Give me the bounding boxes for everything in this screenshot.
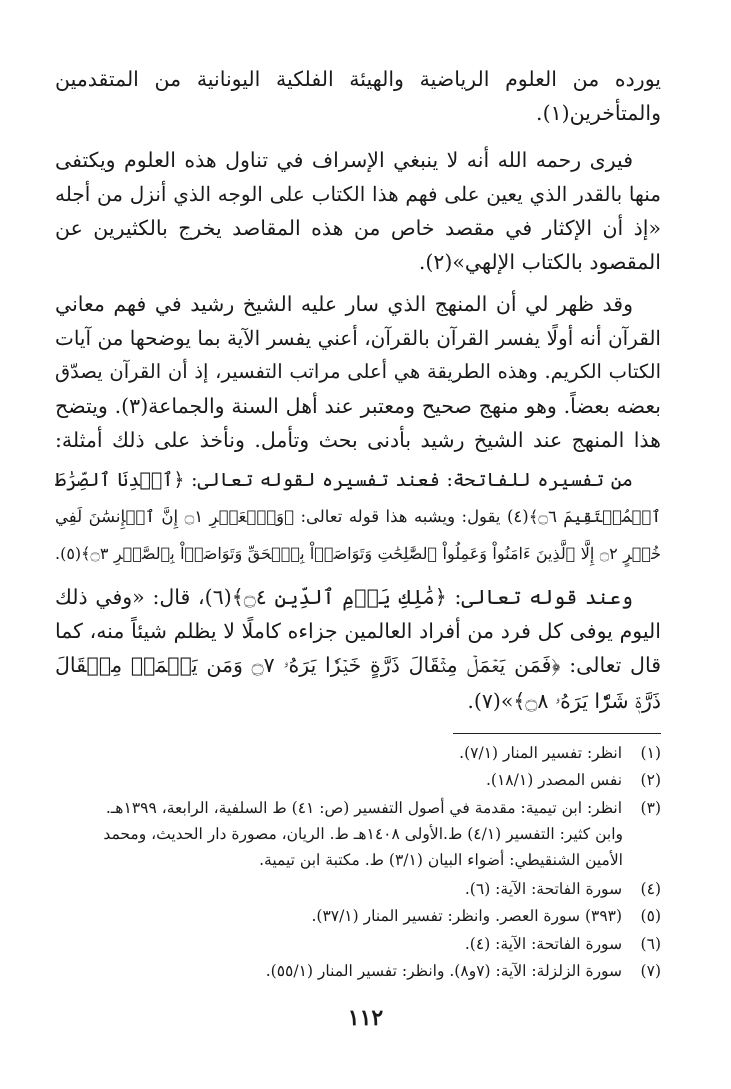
footnote-number: (٦)	[640, 935, 661, 953]
body-line: ٱلۡمُسۡتَقِيمَ ۝٦﴾(٤) يقول: ويشبه هذا قوله تعالى: ﴿وَٱلۡعَصۡرِ ۝١ إِنَّ ٱلۡإِنسَٰنَ لَفِي	[55, 507, 662, 526]
footnote-number: (١)	[640, 744, 661, 762]
footnote-text: سورة الفاتحة: الآية: (٦).	[464, 880, 623, 898]
footnote-continuation	[55, 847, 623, 873]
footnote	[55, 931, 661, 957]
body-line: ذَرَّةٖ شَرّٗا يَرَهُۥ ۝٨﴾»(٧).	[467, 689, 661, 713]
footnote-number: (٢)	[640, 771, 661, 789]
footnote-text: انظر: ابن تيمية: مقدمة في أصول التفسير (ص: ٤١) ط السلفية، الرابعة، ١٣٩٩هـ.	[105, 799, 623, 817]
footnote	[55, 903, 661, 929]
body-line: فيرى رحمه الله أنه لا ينبغي الإسراف في تناول هذه العلوم ويكتفى	[55, 148, 633, 172]
footnote-text: نفس المصدر (١٨/١).	[486, 771, 623, 789]
body-line: بعضه بعضاً. وهو منهج صحيح ومعتبر عند أهل السنة والجماعة(٣). ويتضح	[55, 394, 661, 418]
footnote	[55, 767, 661, 793]
body-line: قال تعالى: ﴿فَمَن يَعۡمَلۡ مِثۡقَالَ ذَرَّةٍ خَيۡرٗا يَرَهُۥ ۝٧ وَمَن يَعۡمَلۡ مِثۡقَالَ	[55, 653, 661, 677]
body-line: القرآن أنه أولًا يفسر القرآن بالقرآن، أعني يفسر الآية بما يوضحها من آيات	[55, 326, 661, 350]
footnote	[55, 876, 661, 902]
page-number: ١١٢	[347, 1005, 384, 1031]
footnote-text: سورة الزلزلة: الآية: (٧و٨). وانظر: تفسير المنار (٥٥/١).	[265, 962, 623, 980]
body-line: المقصود بالكتاب الإلهي»(٢).	[418, 250, 661, 274]
footnote	[55, 958, 661, 984]
footnote-divider	[453, 733, 661, 734]
footnote-number: (٤)	[640, 880, 661, 898]
body-line: الكتاب الكريم. وهذه الطريقة هي أعلى مراتب التفسير، إذ أن القرآن يصدّق	[55, 360, 661, 383]
body-line: وعند قوله تعالى: ﴿مَٰلِكِ يَوۡمِ ٱلدِّينِ ۝٤﴾(٦)، قال: «وفي ذلك	[55, 585, 634, 609]
footnote-text: وابن كثير: التفسير (٤/١) ط.الأولى ١٤٠٨هـ ط. الريان، مصورة دار الحديث، ومحمد	[103, 825, 623, 843]
footnote-text: انظر: تفسير المنار (٧/١).	[459, 744, 623, 762]
footnote-text: الأمين الشنقيطي: أضواء البيان (٣/١) ط. مكتبة ابن تيمية.	[259, 851, 623, 869]
footnote	[55, 795, 661, 821]
body-line: يورده من العلوم الرياضية والهيئة الفلكية اليونانية من المتقدمين	[55, 67, 661, 91]
body-line: من تفسيره للفاتحة: فعند تفسيره لقوله تعالى: ﴿ٱهۡدِنَا ٱلصِّرَٰطَ	[55, 469, 633, 491]
body-line: خُسۡرٍ ۝٢ إِلَّا ٱلَّذِينَ ءَامَنُواْ وَعَمِلُواْ ٱلصَّٰلِحَٰتِ وَتَوَاصَوۡاْ بِٱلۡحَقِّ وَتَوَاصَوۡاْ بِٱلصَّبۡرِ ۝٣﴾(٥).	[55, 544, 662, 563]
footnote-number: (٥)	[640, 907, 661, 925]
body-line: منها بالقدر الذي يعين على فهم هذا الكتاب على الوجه الذي أنزل من أجله	[55, 182, 661, 206]
body-line: والمتأخرين(١).	[536, 101, 661, 125]
body-line: وقد ظهر لي أن المنهج الذي سار عليه الشيخ رشيد في فهم معاني	[55, 292, 633, 316]
footnote-text: سورة الفاتحة: الآية: (٤).	[464, 935, 623, 953]
footnote	[55, 740, 661, 766]
footnote-number: (٣)	[640, 799, 661, 817]
body-line: «إذ أن الإكثار في مقصد خاص من هذه المقاصد يخرج بالكثيرين عن	[55, 216, 661, 240]
body-line: هذا المنهج عند الشيخ رشيد بأدنى بحث وتأمل. ونأخذ على ذلك أمثلة:	[55, 428, 661, 452]
footnote-text: (٣٩٣) سورة العصر. وانظر: تفسير المنار (٣٧/١).	[311, 907, 623, 925]
footnote-number: (٧)	[640, 962, 661, 980]
footnote-continuation	[55, 821, 623, 847]
body-line: اليوم يوفى كل فرد من أفراد العالمين جزاءه كاملًا لا يظلم شيئاً منه، كما	[55, 619, 661, 643]
